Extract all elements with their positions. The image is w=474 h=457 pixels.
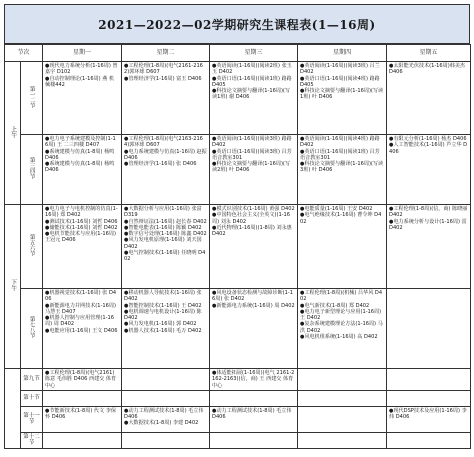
col-header-tue: 星期二	[122, 45, 210, 62]
half-pm	[5, 205, 21, 369]
course-cell-mon	[43, 205, 122, 289]
course-entry: ●英语阅读(1-16周)(阅读3班) 路路 D402	[212, 136, 294, 149]
course-entry: ●系统建模与仿真(1-8周) 杨鸣 D406	[45, 148, 116, 161]
course-cell-fri	[387, 62, 471, 135]
course-cell-thu	[298, 135, 387, 205]
course-cell-fri	[387, 135, 471, 205]
course-entry: ●移动机器人导航技术(1-16周) 张 D402	[124, 290, 204, 303]
course-cell-mon	[43, 432, 122, 448]
period-label	[21, 205, 43, 289]
course-entry: ●风电设备状态检测与故障诊断(1-16周) 张 D402	[212, 290, 293, 303]
course-entry: ●英语口语(1-16周)(阅读3班) 吕芳 语音教室301	[212, 148, 294, 161]
period-text: 第十二节	[23, 434, 40, 447]
course-cell-tue	[122, 369, 210, 391]
period-label	[21, 369, 43, 391]
timetable-row	[5, 289, 471, 369]
course-entry: ●大数据分析与应用(1-16周) 张富 D319	[124, 206, 204, 219]
course-entry: ●新能源电力系统(1-16周) 周 D402	[212, 302, 295, 309]
course-entry: ●现代DSP技术及应用(1-16周) 李炜 D406	[389, 407, 467, 421]
course-entry: ●储能技术(1-16周) 刘哲 D402	[45, 224, 118, 231]
period-text: 第七八节	[28, 316, 35, 339]
course-entry: ●工程伦理(1-8周)(电气2163-2164)郭环球 D607	[124, 136, 203, 149]
timetable-row	[5, 390, 471, 406]
half-evening	[5, 369, 21, 449]
course-entry: ●测试技术(1-16周) 刘哲 D406	[45, 218, 118, 225]
course-entry: ●工程伦理(1-8周)(电气2161-2162)郭环球 D607	[124, 63, 203, 76]
course-entry: ●现代电力系统分析(1-16周) 曾嘉宇 D102	[45, 63, 118, 76]
course-entry: ●机器人技术(1-16周) 毛万 D402	[124, 327, 202, 334]
course-entry: ●电能质量(1-16周) 王安 D402	[300, 206, 373, 212]
course-entry: ●电力系统建模与仿真(1-16周) 赵振 D406	[124, 148, 209, 161]
course-entry: ●英语口语(1-16周)(阅读4班) 路路 D405	[300, 75, 382, 88]
course-cell-thu	[298, 390, 387, 406]
period-text: 第九节	[23, 376, 40, 383]
course-entry: ●工程伦理(1-8周)(电气2161) 陈意 毛伟胜 D406 西建交 体育中心	[45, 370, 117, 389]
period-text: 第五六节	[28, 234, 35, 257]
course-entry: ●科技论文摘要与翻译(1-16周)(写读1班) 叶 D406	[300, 88, 384, 101]
course-cell-wed	[210, 205, 298, 289]
course-entry: ●机器视觉技术(1-16周) 张 D406	[45, 290, 117, 303]
course-cell-tue	[122, 135, 210, 205]
col-header-wed: 星期三	[210, 45, 298, 62]
course-entry: ●工程伦理(1-8周)(机械) 吕华风 D402	[300, 290, 383, 303]
col-header-mon: 星期一	[43, 45, 122, 62]
course-entry: ●英语口语(1-16周)(阅读1班) 吕芳 语音教室301	[300, 148, 382, 161]
period-label	[21, 390, 43, 406]
course-entry: ●英语口语(1-16周)(阅读1班) 路路 D405	[212, 75, 294, 88]
course-entry: ●电能应用(1-16周) 王文 D406	[45, 327, 118, 334]
period-text: 第一二节	[28, 85, 35, 108]
course-cell-thu	[298, 369, 387, 391]
course-entry: ●中国特色社会主义(全英文)(1-16周) 刘永 D402	[212, 212, 291, 225]
period-label	[21, 432, 43, 448]
course-entry: ●大数据技术(1-8周) 李建 D402	[124, 420, 199, 427]
course-cell-tue	[122, 390, 210, 406]
course-entry: ●英语阅读(1-16周)(阅读4班) 路路 D402	[300, 136, 382, 149]
course-entry: ●电气新技术(1-8周) 郑 D402	[300, 302, 370, 309]
course-cell-wed	[210, 62, 298, 135]
course-entry: ●管理经济学(1-16周) 张 D406	[124, 161, 197, 168]
period-label	[21, 135, 43, 205]
course-entry: ●电气控制技术(1-16周) 任晓明 D402	[124, 250, 206, 263]
course-entry: ●科技论文摘要与翻译(1-16周)(写读1班) 谢 D406	[212, 88, 291, 101]
course-cell-mon	[43, 135, 122, 205]
course-cell-tue	[122, 406, 210, 432]
course-entry: ●新能源电力并网技术(1-16周) 马慧玉 D407	[45, 302, 118, 315]
page-title: 2021—2022—02学期研究生课程表(1—16周)	[4, 4, 470, 44]
period-text: 第十一节	[23, 413, 40, 426]
course-entry: ●电力电子新型理论与应用(1-16周) 王 D402	[300, 308, 383, 322]
course-cell-mon	[43, 390, 122, 406]
course-entry: ●近代物理(1-16周)(1-8周) 刘永惠 D402	[212, 224, 294, 238]
course-cell-thu	[298, 406, 387, 432]
course-entry: ●管理经济学(1-16周) 富玉 D406	[124, 75, 202, 82]
course-entry: ●自动控制理论(1-16周) 燕 机械楼442	[45, 75, 115, 88]
course-entry: ●风力发电机原理(1-16周) 刘天国 D402	[124, 237, 204, 250]
course-cell-wed	[210, 432, 298, 448]
col-header-thu: 星期四	[298, 45, 387, 62]
course-entry: ●科技论文摘要与翻译(1-16周)(写读3班) 叶 D406	[300, 161, 384, 174]
course-cell-thu	[298, 205, 387, 289]
course-cell-fri	[387, 432, 471, 448]
course-entry: ●电力电子与电机控制的仿真(1-16周) 郑 D402	[45, 206, 118, 219]
course-entry: ●英语阅读(1-16周)(阅读3班) 吕兰 D402	[300, 63, 382, 76]
header-row	[5, 45, 471, 62]
course-entry: ●动力工程测试技术(1-8周) 毛立伟 D406	[124, 407, 206, 421]
course-cell-tue	[122, 62, 210, 135]
course-entry: ●电机调速与电机设计(1-16周) 陈 D402	[124, 308, 204, 322]
course-cell-thu	[298, 62, 387, 135]
course-entry: ●智能电能表(1-16周) 陈颖 D402	[124, 224, 202, 231]
period-text: 第三四节	[28, 157, 35, 180]
half-am	[5, 62, 21, 205]
course-cell-mon	[43, 406, 122, 432]
period-label	[21, 62, 43, 135]
course-cell-wed	[210, 369, 298, 391]
course-cell-fri	[387, 289, 471, 369]
timetable-row	[5, 406, 471, 432]
course-entry: ●机器人控制与应用管理(1-16周) 周 D402	[45, 315, 114, 328]
course-entry: ●电机节能技术与应用(1-16周) 王冠元 D406	[45, 231, 118, 244]
course-entry: ●人工智能技术(1-16周) 芦立华 D406	[389, 142, 468, 155]
course-entry: ●体适能拓展(1-16周)(电气 2161-2162-2163)(信，商) 王 西建交 体育中心	[212, 370, 295, 389]
course-cell-fri	[387, 369, 471, 391]
col-header-fri: 星期五	[387, 45, 471, 62]
course-entry: ●电力电子系统建模及控制(1-16周) 王 二三四楼 D407	[45, 136, 116, 149]
course-entry: ●系统建模与仿真(1-8周) 杨鸣 D406	[45, 161, 116, 174]
timetable-page	[4, 4, 470, 453]
course-cell-thu	[298, 432, 387, 448]
timetable	[4, 44, 471, 449]
course-cell-tue	[122, 205, 210, 289]
course-entry: ●工程伦理(1-8周)(信，商) 陈晓丽 D402	[389, 206, 470, 219]
course-entry: ●电力系统分析与设计(1-16周) 雷 D402	[389, 218, 469, 231]
course-entry: ●英语阅读(1-16周)(阅读2班) 张玉玉 D402	[212, 63, 292, 76]
course-entry: ●数字信号处理(1-16周) 陈鑫 D402	[124, 231, 207, 238]
course-cell-thu	[298, 289, 387, 369]
timetable-row	[5, 135, 471, 205]
course-entry: ●有限元分析(1-16周) 杨杰 D406	[389, 136, 467, 142]
course-entry: ●风电机组系统(1-16周) 高 D402	[300, 334, 378, 341]
course-entry: ●节能新技术(1-8周) 代文 李保怀 D406	[45, 407, 116, 421]
period-text: 第十节	[23, 395, 40, 402]
course-cell-tue	[122, 432, 210, 448]
timetable-row	[5, 205, 471, 289]
period-label	[21, 406, 43, 432]
course-entry: ●太阳能光伏技术(1-16周)韩美杰 D406	[389, 63, 467, 76]
course-cell-wed	[210, 289, 298, 369]
course-cell-mon	[43, 62, 122, 135]
timetable-row	[5, 62, 471, 135]
half-label: 下午	[9, 279, 17, 292]
half-label: 上午	[9, 125, 17, 138]
course-cell-tue	[122, 289, 210, 369]
course-entry: ●自然辩证法(1-16周) 赵长春 D402	[124, 218, 207, 225]
course-cell-wed	[210, 406, 298, 432]
course-entry: ●智能控制技术(1-16周) 王 D402	[124, 302, 202, 309]
course-cell-fri	[387, 205, 471, 289]
course-entry: ●复杂系统建模理论方法(1-16周) 马洪 D402	[300, 321, 383, 334]
timetable-row	[5, 432, 471, 448]
course-entry: ●电气绝缘技术(1-16周) 曹令坤 D402	[300, 212, 382, 225]
course-cell-fri	[387, 406, 471, 432]
course-entry: ●科技论文摘要与翻译(1-16周)(写读2班) 叶 D406	[212, 161, 291, 174]
course-entry: ●风力发电机(1-16周) 郭 D402	[124, 321, 197, 328]
course-entry: ●模式识别技术(1-16周) 黄强 D402	[212, 206, 295, 212]
period-label	[21, 289, 43, 369]
course-cell-wed	[210, 135, 298, 205]
course-cell-mon	[43, 289, 122, 369]
timetable-row	[5, 369, 471, 391]
col-header-period: 节次	[5, 45, 43, 62]
course-cell-fri	[387, 390, 471, 406]
course-cell-wed	[210, 390, 298, 406]
course-cell-mon	[43, 369, 122, 391]
course-entry: ●动力工程测试技术(1-8周) 毛立伟 D406	[212, 407, 294, 421]
